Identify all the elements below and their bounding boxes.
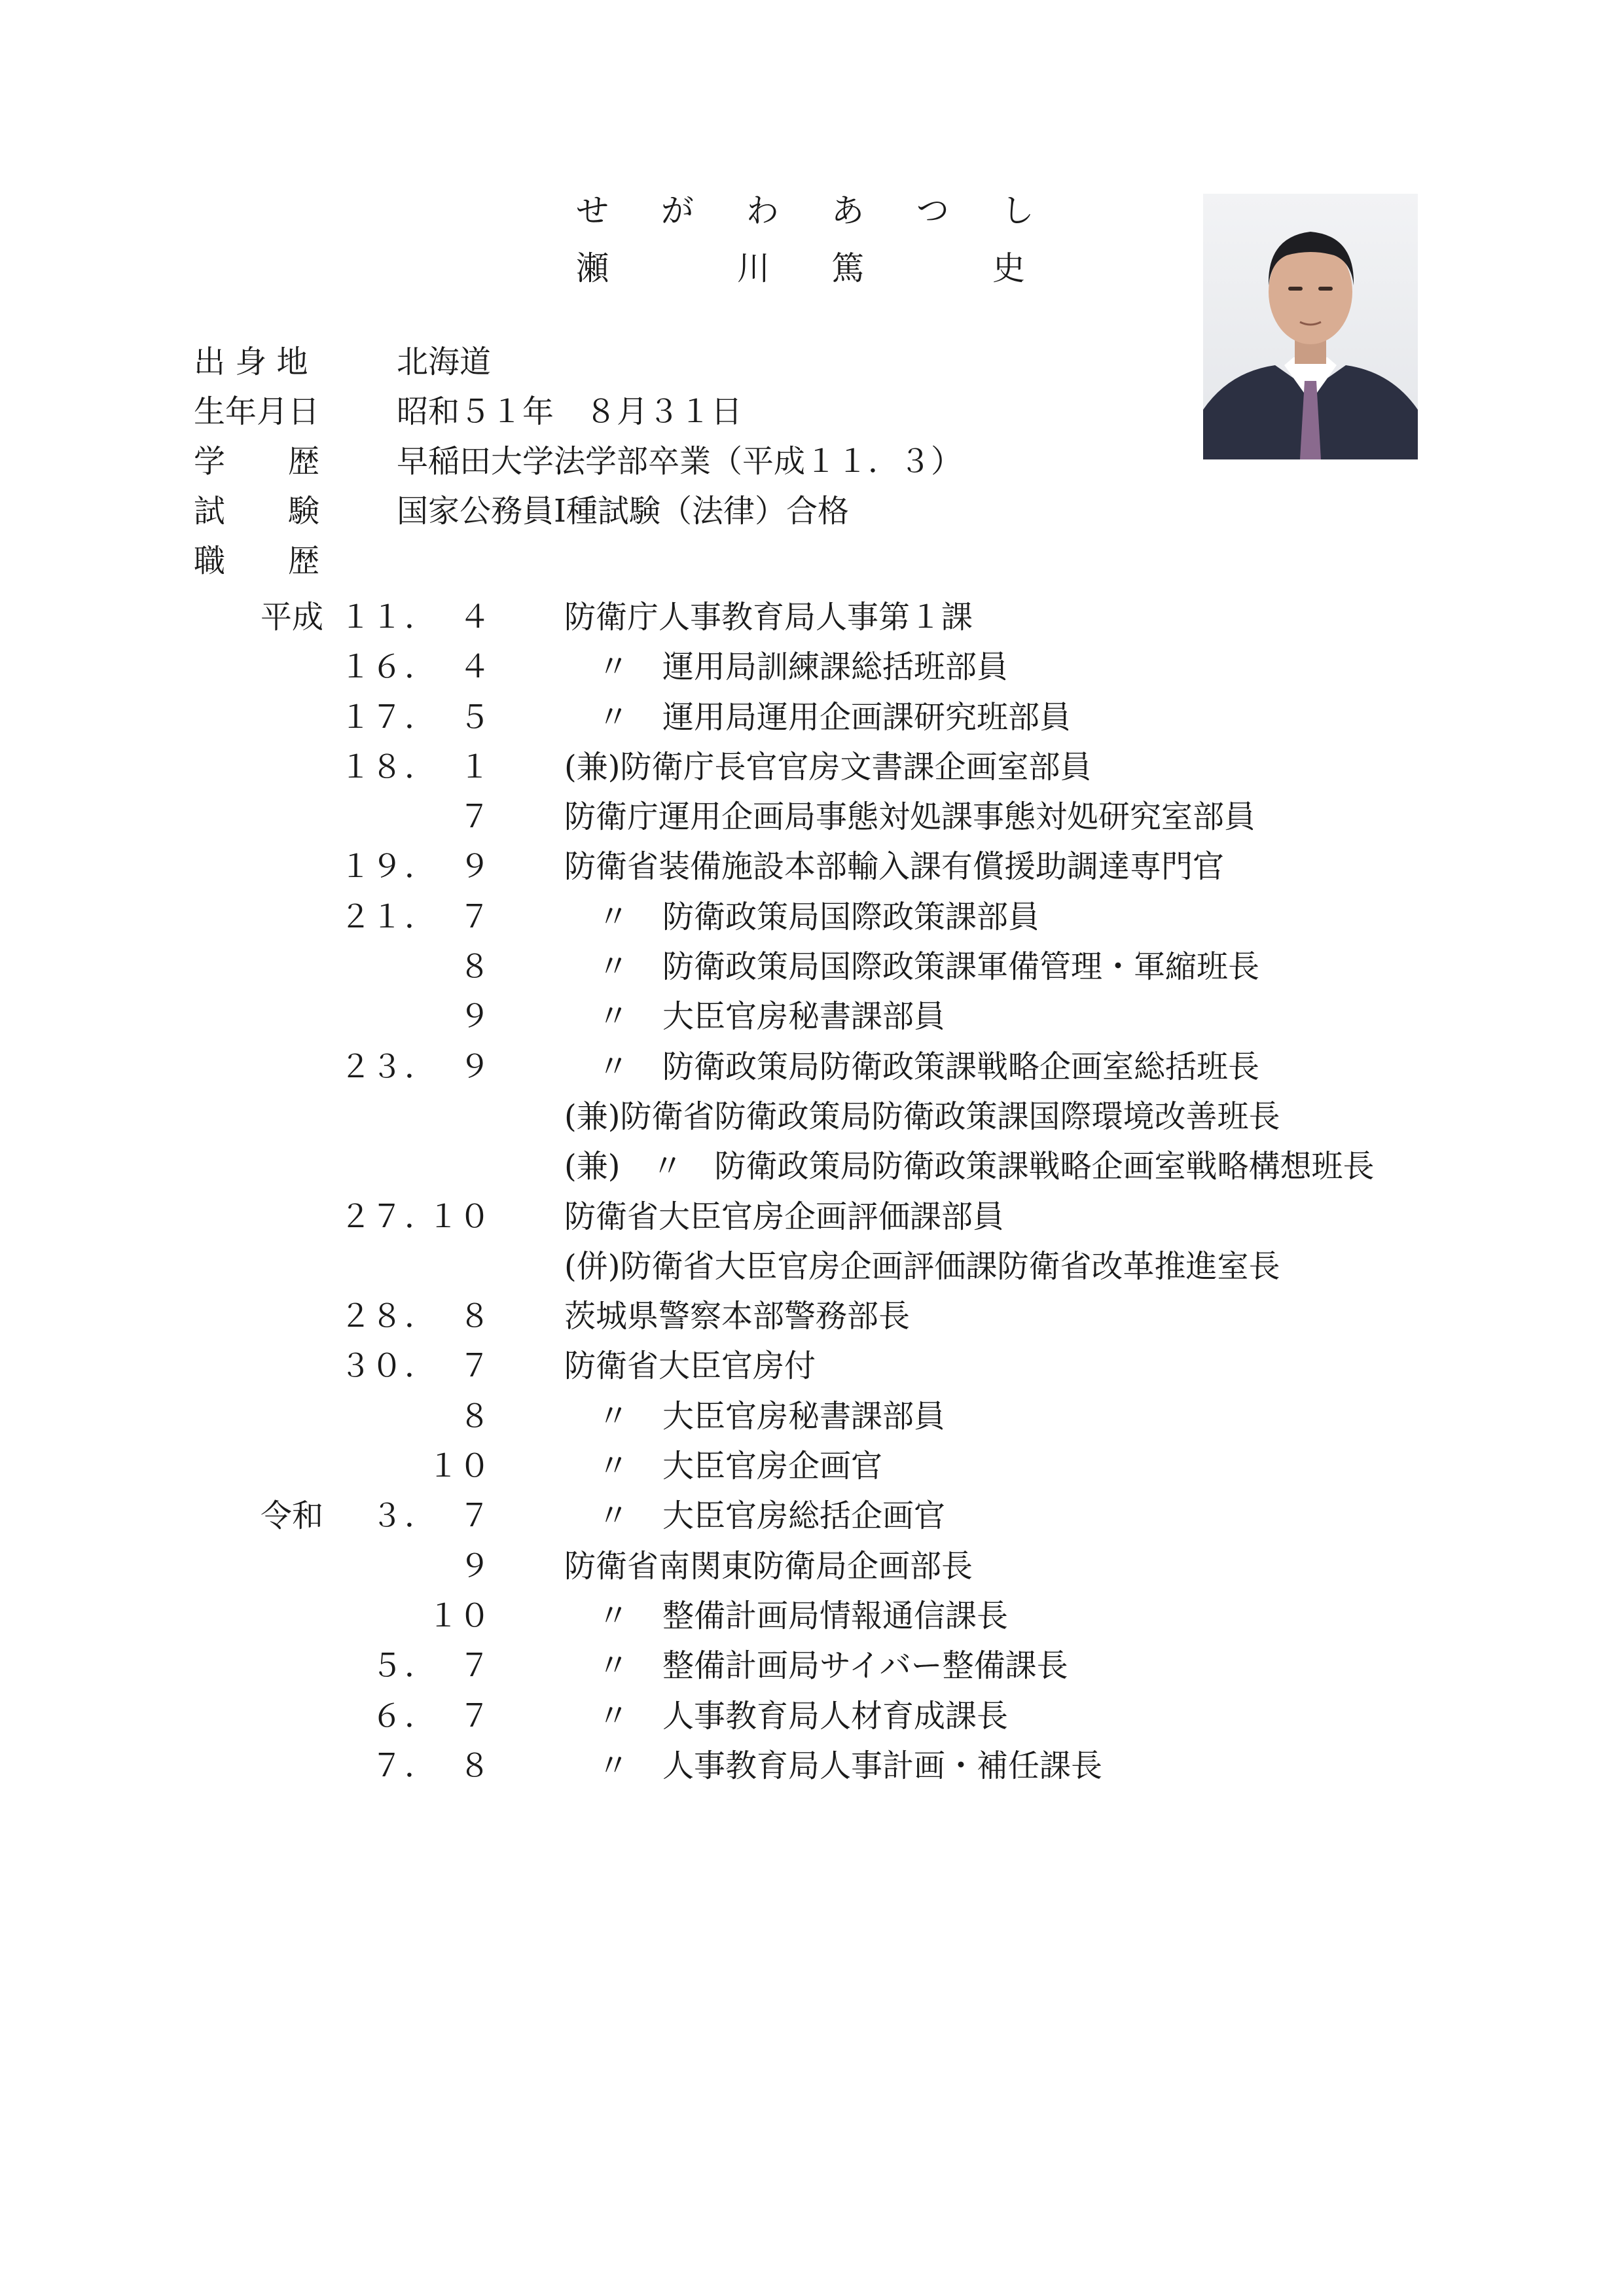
ditto-mark: 〃	[597, 948, 629, 986]
career-row	[0, 742, 1624, 791]
career-row	[0, 1590, 1624, 1640]
family-name-reading: せ が わ	[576, 192, 800, 230]
profile-row-education	[194, 436, 1176, 486]
career-month: ４	[458, 599, 490, 636]
career-position	[564, 991, 945, 1036]
career-era: 令和	[261, 1498, 324, 1535]
profile-section	[194, 336, 1176, 585]
career-label: 職 歴	[194, 543, 320, 579]
portrait-photo	[1203, 194, 1418, 459]
ditto-mark: 〃	[597, 1747, 629, 1784]
career-row	[0, 1691, 1624, 1740]
career-month: １０	[427, 1597, 490, 1634]
career-history	[0, 592, 1624, 1790]
career-date-separator: ．	[405, 649, 437, 686]
career-position	[564, 692, 1071, 737]
career-year: ２３	[339, 1048, 403, 1085]
career-month: ８	[458, 1397, 490, 1435]
career-month: ８	[458, 1747, 490, 1784]
career-month: ７	[458, 1697, 490, 1734]
ditto-mark: 〃	[597, 1448, 629, 1485]
career-month: ８	[458, 1298, 490, 1335]
birthplace-value: 北海道	[397, 344, 492, 380]
career-era: 平成	[261, 599, 324, 636]
career-position-title: (兼)防衛省防衛政策局防衛政策課国際環境改善班長	[564, 1098, 1280, 1135]
career-row	[0, 1191, 1624, 1241]
ditto-mark: 〃	[597, 1498, 629, 1535]
name-block	[576, 185, 1055, 295]
career-year: ３	[370, 1498, 403, 1535]
career-date-separator: ．	[405, 1348, 437, 1385]
career-position	[564, 1141, 1374, 1186]
career-year: １６	[339, 649, 403, 686]
career-position-title: 防衛省大臣官房企画評価課部員	[564, 1198, 1005, 1235]
career-month: ７	[458, 1348, 490, 1385]
education-value: 早稲田大学法学部卒業（平成１１．３）	[397, 443, 963, 480]
career-year: ２１	[339, 898, 403, 935]
profile-row-birthdate	[194, 386, 1176, 436]
career-year: １８	[339, 748, 403, 785]
ditto-mark: 〃	[597, 1397, 629, 1435]
career-position	[564, 1590, 1008, 1636]
birthdate-value: 昭和５１年 ８月３１日	[397, 393, 743, 430]
career-position-title: 防衛政策局国際政策課軍備管理・軍縮班長	[662, 948, 1260, 986]
career-row	[0, 1291, 1624, 1340]
career-position-title: 防衛庁運用企画局事態対処課事態対処研究室部員	[564, 798, 1256, 836]
career-position	[564, 592, 973, 637]
exam-label: 試 験	[194, 493, 320, 529]
career-row	[0, 941, 1624, 991]
career-position	[564, 1490, 945, 1535]
career-position	[564, 1291, 910, 1336]
career-position-title: 大臣官房秘書課部員	[662, 998, 946, 1035]
career-position-title: 防衛省南関東防衛局企画部長	[564, 1547, 973, 1585]
career-year: １９	[339, 848, 403, 886]
career-position	[564, 1391, 945, 1436]
career-year: １７	[339, 698, 403, 736]
career-date-separator: ．	[405, 898, 437, 935]
career-position	[564, 1740, 1102, 1785]
career-date-separator: ．	[405, 1498, 437, 1535]
career-year: ３０	[339, 1348, 403, 1385]
career-row	[0, 1441, 1624, 1490]
ditto-mark: 〃	[597, 698, 629, 736]
career-position-title: 防衛政策局防衛政策課戦略企画室総括班長	[662, 1048, 1260, 1085]
given-name-reading: あ つ し	[831, 192, 1055, 230]
career-month: ７	[458, 1498, 490, 1535]
career-position	[564, 1691, 1008, 1736]
career-year: ５	[370, 1647, 403, 1685]
career-position-title: 大臣官房総括企画官	[662, 1498, 946, 1535]
career-position-title: (併)防衛省大臣官房企画評価課防衛省改革推進室長	[564, 1247, 1280, 1285]
career-position	[564, 1541, 973, 1586]
career-row	[0, 1740, 1624, 1790]
birthplace-label: 出 身 地	[194, 344, 308, 380]
ditto-mark: 〃	[597, 1697, 629, 1734]
name-reading	[576, 185, 1055, 237]
career-row	[0, 1041, 1624, 1091]
career-month: ８	[458, 948, 490, 986]
career-month: ７	[458, 798, 490, 836]
career-position-title: 人事教育局人材育成課長	[662, 1697, 1009, 1734]
career-row	[0, 641, 1624, 691]
career-position	[564, 1191, 1004, 1236]
portrait-illustration	[1203, 194, 1418, 459]
career-row	[0, 991, 1624, 1041]
career-row	[0, 841, 1624, 891]
career-position-title: 運用局運用企画課研究班部員	[662, 698, 1072, 736]
career-month: ９	[458, 1547, 490, 1585]
career-position-title: (兼) 〃 防衛政策局防衛政策課戦略企画室戦略構想班長	[564, 1148, 1375, 1185]
career-year: １１	[339, 599, 403, 636]
career-row	[0, 592, 1624, 641]
career-month: ９	[458, 998, 490, 1035]
ditto-mark: 〃	[597, 649, 629, 686]
profile-row-exam	[194, 486, 1176, 535]
career-date-separator: ．	[405, 1697, 437, 1734]
career-position-title: 大臣官房秘書課部員	[662, 1397, 946, 1435]
career-position	[564, 891, 1039, 937]
career-row	[0, 791, 1624, 841]
full-name	[576, 242, 1046, 295]
career-position	[564, 1091, 1280, 1136]
career-position	[564, 1041, 1259, 1086]
career-position-title: 人事教育局人事計画・補任課長	[662, 1747, 1103, 1784]
career-position	[564, 1441, 882, 1486]
career-row	[0, 1490, 1624, 1540]
career-month: １０	[427, 1198, 490, 1235]
career-date-separator: ．	[405, 1747, 437, 1784]
career-month: ９	[458, 848, 490, 886]
career-position	[564, 941, 1259, 986]
career-date-separator: ．	[405, 1647, 437, 1685]
career-date-separator: ．	[405, 1298, 437, 1335]
career-position	[564, 1640, 1068, 1685]
career-position-title: 大臣官房企画官	[662, 1448, 883, 1485]
career-row	[0, 1541, 1624, 1590]
career-date-separator: ．	[405, 698, 437, 736]
career-row	[0, 1640, 1624, 1690]
career-position-title: 整備計画局情報通信課長	[662, 1597, 1009, 1634]
career-month: ４	[458, 649, 490, 686]
career-month: １	[458, 748, 490, 785]
career-position	[564, 841, 1224, 886]
career-month: ７	[458, 898, 490, 935]
ditto-mark: 〃	[597, 1048, 629, 1085]
career-position-title: 防衛政策局国際政策課部員	[662, 898, 1040, 935]
career-date-separator: ．	[405, 1198, 437, 1235]
career-position	[564, 742, 1091, 787]
career-row	[0, 1241, 1624, 1291]
career-date-separator: ．	[405, 599, 437, 636]
career-year: ７	[370, 1747, 403, 1784]
career-row	[0, 1141, 1624, 1191]
career-position-title: 茨城県警察本部警務部長	[564, 1298, 911, 1335]
career-year: ２７	[339, 1198, 403, 1235]
career-position-title: 運用局訓練課総括班部員	[662, 649, 1009, 686]
career-year: ６	[370, 1697, 403, 1734]
career-row	[0, 1391, 1624, 1441]
career-position	[564, 641, 1008, 687]
career-position	[564, 791, 1255, 836]
career-month: ９	[458, 1048, 490, 1085]
birthdate-label: 生年月日	[194, 393, 320, 430]
career-month: １０	[427, 1448, 490, 1485]
career-row	[0, 1340, 1624, 1390]
career-month: ５	[458, 698, 490, 736]
education-label: 学 歴	[194, 443, 320, 480]
exam-value: 国家公務員Ⅰ種試験（法律）合格	[397, 493, 849, 529]
given-name: 篤 史	[831, 249, 1046, 287]
career-position-title: 防衛省大臣官房付	[564, 1348, 816, 1385]
career-position	[564, 1340, 816, 1386]
ditto-mark: 〃	[597, 898, 629, 935]
ditto-mark: 〃	[597, 1597, 629, 1634]
career-date-separator: ．	[405, 848, 437, 886]
profile-row-career-heading	[194, 535, 1176, 585]
career-position-title: 整備計画局サイバー整備課長	[662, 1647, 1068, 1685]
career-date-separator: ．	[405, 1048, 437, 1085]
career-row	[0, 692, 1624, 742]
family-name: 瀬 川	[576, 249, 791, 287]
ditto-mark: 〃	[597, 998, 629, 1035]
profile-row-birthplace	[194, 336, 1176, 386]
career-year: ２８	[339, 1298, 403, 1335]
career-date-separator: ．	[405, 748, 437, 785]
career-row	[0, 891, 1624, 941]
career-position-title: (兼)防衛庁長官官房文書課企画室部員	[564, 748, 1092, 785]
career-row	[0, 1091, 1624, 1141]
career-position	[564, 1241, 1280, 1286]
career-month: ７	[458, 1647, 490, 1685]
career-position-title: 防衛庁人事教育局人事第１課	[564, 599, 973, 636]
ditto-mark: 〃	[597, 1647, 629, 1685]
career-position-title: 防衛省装備施設本部輸入課有償援助調達専門官	[564, 848, 1225, 886]
